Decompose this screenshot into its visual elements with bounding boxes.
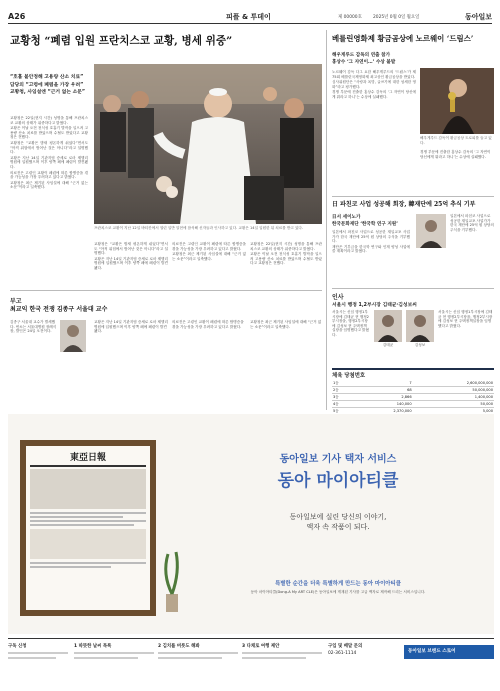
portrait-icon: [416, 214, 446, 248]
lottery-cell: 7: [354, 380, 412, 387]
footer-col2: [74, 643, 154, 659]
lottery-box: [332, 368, 494, 413]
drips-sub1: 해우게루드 감독의 연출 참가: [332, 53, 391, 58]
pope-paragraph: 교황청은 22일(현지 시간) 성명을 통해 프란치스코 교황의 상태가 위중하다고 밝혔다.: [250, 242, 322, 251]
footer-col3: [158, 643, 238, 659]
obit-photo: [60, 320, 86, 352]
pope-body-col4: [250, 242, 322, 286]
divider: [10, 290, 322, 291]
footer-col5: [328, 643, 398, 656]
war-headline: 日 파친코 사업 성공해 회장, 韓재단에 25억 추식 기부: [332, 201, 476, 208]
divider: [332, 288, 494, 289]
pope-paragraph: 의료진은 고령인 교황이 폐렴에 따른 합병증을 겪을 가능성을 가장 우려하고 있다고 밝혔다.: [172, 242, 246, 251]
section-title: 피플 & 투데이: [226, 13, 271, 21]
pope-paragraph: 교황청은 “교황은 밤새 평온하게 쉬었다”면서도 “아직 위험에서 벗어난 것은 아니다”라고 설명했다.: [10, 140, 88, 155]
portrait-icon: [60, 320, 86, 352]
war-photo: [416, 214, 446, 248]
drips-sub2: 홍상수 ‘그 자연이…’ 수상 불발: [332, 60, 396, 65]
footer-col4: [242, 643, 322, 659]
lottery-cell: 1,400,000: [413, 394, 494, 401]
pope-paragraph: 교황청은 최근 제기된 사임설에 대해 “근거 없는 소문”이라고 일축했다.: [10, 180, 88, 190]
pope-subhead-1: “호흡 불안정해 고용량 산소 치료”: [10, 75, 84, 80]
lottery-cell: 1등: [332, 380, 354, 387]
lottery-cell: 5등: [332, 408, 354, 415]
pope-photo-illustration: [94, 64, 322, 224]
pope-paragraph: 교황청은 22일(현지 시간) 성명을 통해 프란치스코 교황의 상태가 위중하다고 밝혔다.: [10, 116, 88, 125]
footer-col4-title: 3 다채로 여행 제안: [242, 644, 280, 649]
lottery-cell: 140,000: [354, 401, 412, 408]
masthead: [8, 10, 492, 24]
obit-body-col2: 교황은 지난 14일 기관지염 증세로 로마 제멜리 병원에 입원했으며 이후 양쪽 폐에 폐렴이 발견됐다.: [94, 320, 168, 334]
pope-paragraph: 교황청은 최근 제기된 사임설에 대해 “근거 없는 소문”이라고 일축했다.: [172, 252, 246, 261]
war-paragraph: 일본에서 파친코 사업으로 성공한 재일교포 사업가가 한국 재단에 25억 원 상당의 주식을 기부했다.: [332, 230, 410, 244]
ad-line1: 동아일보 기사 택자 서비스: [279, 454, 397, 465]
lottery-cell: 2등: [332, 387, 354, 394]
drips-photo-caption: 해우게루드 감독이 황금곰상 트로피를 들고 있다.: [420, 136, 492, 145]
pope-paragraph: 교황은 이날 오전 천식성 호흡기 발작을 일으켜 고용량 산소 치료를 받았으며 수혈도 받았다고 교황청은 전했다.: [10, 126, 88, 140]
lottery-row: [332, 387, 494, 394]
ad-frame: [20, 440, 156, 616]
rosters-body-col2: 서울시는 신임 행정1부시장에 김태균 현 행정2부시장을, 행정2부시장에 김성보 현 주택정책실장을 임명했다고 밝혔다.: [438, 310, 493, 328]
lottery-cell: 50,000: [413, 401, 494, 408]
ad-panel: [8, 414, 494, 634]
pope-paragraph: 의료진은 고령인 교황이 폐렴에 따른 합병증을 겪을 가능성을 가장 우려하고 있다고 밝혔다.: [10, 170, 88, 180]
portrait-icon: [406, 310, 434, 342]
column-divider: [326, 30, 327, 410]
pope-body: [10, 116, 88, 284]
pope-paragraph: 교황은 이날 오전 천식성 호흡기 발작을 일으켜 고용량 산소 치료를 받았으며 수혈도 받았다고 교황청은 전했다.: [250, 252, 322, 266]
pope-subheads: [10, 74, 88, 114]
obit-body: 김종구 서울대 교수가 별세했다. 빈소는 서울대병원 장례식장, 발인은 24일 오전이다.: [10, 320, 57, 334]
lottery-title: 체육 당첨번호: [332, 373, 366, 379]
war-body-col2: 일본에서 파친코 사업으로 성공한 재일교포 사업가가 한국 재단에 25억 원 상당의 주식을 기부했다.: [450, 214, 494, 232]
drips-body: [332, 70, 416, 190]
pope-photo-caption: 프란치스코 교황이 지난 12일 바티칸에서 열린 일반 알현에 참석해 신자들과 인사하고 있다. 교황은 14일 입원한 뒤 치료를 받고 있다.: [94, 226, 304, 230]
rosters-title: 인사: [332, 294, 344, 301]
lottery-cell: 50,000,000: [413, 387, 494, 394]
portrait-icon: [374, 310, 402, 342]
ad-newspaper-name: 東亞日報: [69, 453, 106, 463]
drips-paragraph: 심사위원단은 “사랑과 욕망, 글쓰기에 대한 섬세한 영화”라고 평가했다.: [332, 80, 416, 89]
page-number: A26: [8, 12, 26, 21]
pope-body-col3: [172, 242, 246, 286]
pope-photo: [94, 64, 322, 224]
pope-paragraph: 교황은 지난 14일 기관지염 증세로 로마 제멜리 병원에 입원했으며 이후 양쪽 폐에 폐렴이 발견됐다.: [10, 155, 88, 169]
war-body: [332, 230, 410, 284]
roster-name-2: 김성보: [414, 343, 426, 347]
lottery-cell: 68: [354, 387, 412, 394]
obit-body-col4: 교황청은 최근 제기된 사임설에 대해 “근거 없는 소문”이라고 일축했다.: [250, 320, 322, 329]
divider: [332, 196, 494, 197]
lottery-cell: 3등: [332, 394, 354, 401]
lottery-table: [332, 380, 494, 415]
lottery-cell: 4등: [332, 401, 354, 408]
lottery-cell: 5,000: [413, 408, 494, 415]
war-paragraph: 재단은 기부금을 한국학 연구와 인재 양성 사업에 쓸 계획이라고 밝혔다.: [332, 244, 410, 254]
lottery-cell: 2,370,000: [354, 408, 412, 415]
war-sub1: 日서 세이노가: [332, 215, 361, 220]
pope-headline: 교황청 “폐렴 입원 프란치스코 교황, 병세 위중”: [10, 35, 233, 47]
roster-name-1: 김태균: [382, 343, 394, 347]
footer-col3-title: 2 김치를 버릇도 해봐: [158, 644, 200, 649]
ad-line2: 동아 마이아티클: [277, 471, 399, 491]
drips-photo: [420, 68, 494, 134]
footer-subscribe-box: [8, 643, 68, 681]
war-sub2: 한국문화재단 ‘한국학 연구 지원’: [332, 222, 398, 227]
lottery-cell: 2,866: [354, 394, 412, 401]
brand-logo: 동아일보: [464, 13, 492, 21]
obit-body-col3: 의료진은 고령인 교황이 폐렴에 따른 합병증을 겪을 가능성을 가장 우려하고 있다고 밝혔다.: [172, 320, 244, 329]
footer-phone: 02-361-1114: [328, 651, 357, 656]
pope-paragraph: 교황은 지난 14일 기관지염 증세로 로마 제멜리 병원에 입원했으며 이후 양쪽 폐에 폐렴이 발견됐다.: [94, 256, 168, 270]
pope-paragraph: 교황청은 “교황은 밤새 평온하게 쉬었다”면서도 “아직 위험에서 벗어난 것은 아니다”라고 설명했다.: [94, 242, 168, 256]
rosters-sub: 서울시 행정 1,2부시장 김태균·김성보씨: [332, 303, 417, 308]
pope-subhead-2: 담당의 “고령에 폐렴을 가장 우려”: [10, 82, 84, 88]
lottery-row: [332, 401, 494, 408]
ad-line3: 동아일보에 실린 당신의 이야기,: [289, 513, 387, 521]
drips-paragraph: 경쟁 부문에 진출한 홍상수 감독의 ‘그 자연이 당신에게 뭐라고 하니’는 수상에 실패했다.: [332, 90, 416, 99]
roster-photo-1: [374, 310, 402, 342]
pope-body-col2: [94, 242, 168, 286]
drips-body-col2: 경쟁 부문에 진출한 홍상수 감독의 ‘그 자연이 당신에게 뭐라고 하니’는 수상에 실패했다.: [420, 150, 491, 159]
drips-paragraph: 노르웨이 감독 다그 요한 해우게루드의 ‘드림스’가 제75회 베를린국제영화제 최고상인 황금곰상을 받았다.: [332, 70, 416, 79]
lottery-cell: 2,600,000,000: [413, 380, 494, 387]
lottery-row: [332, 394, 494, 401]
drips-photo-illustration: [420, 68, 494, 134]
footer-col2-title: 1 따뜻한 날씨 목록: [74, 644, 112, 649]
rosters-body: 서울시는 신임 행정1부시장에 김태균 현 행정2부시장을, 행정2부시장에 김성보 현 주택정책실장을 임명했다고 밝혔다.: [332, 310, 369, 337]
roster-photo-2: [406, 310, 434, 342]
footer-col1-title: 구독 신청: [8, 644, 27, 649]
footer-col5-title: 구입 및 배달 문의: [328, 644, 363, 649]
pope-subhead-3: 교황청, 사임설엔 “근거 없는 소문”: [10, 90, 86, 95]
issue-date: 2025년 0월 0일 월요일: [373, 15, 420, 20]
issue-number: 제 00000호: [338, 15, 362, 20]
plant-icon: [158, 544, 184, 614]
obit-title: 부고: [10, 298, 22, 305]
obit-subhead: 최교익 한국 전쟁 김종구 서울대 교수: [10, 306, 108, 313]
footer-sponsor[interactable]: [404, 645, 494, 659]
ad-note: 특별한 순간을 더욱 특별하게 만드는 동아 마이아티클: [275, 581, 401, 587]
sponsor-label: 동아일보 브랜드 스토어: [408, 649, 456, 654]
footer: [8, 638, 494, 684]
drips-headline: 베를린영화제 황금곰상에 노르웨이 ‘드림스’: [332, 34, 474, 43]
ad-line4: 액자 속 작품이 되다.: [306, 523, 370, 531]
ad-contact: 동아 마이아티클(Dong-A My ART CLE)은 동아일보에 게재된 기사를 고급 액자로 제작해 드리는 서비스입니다.: [250, 590, 426, 594]
